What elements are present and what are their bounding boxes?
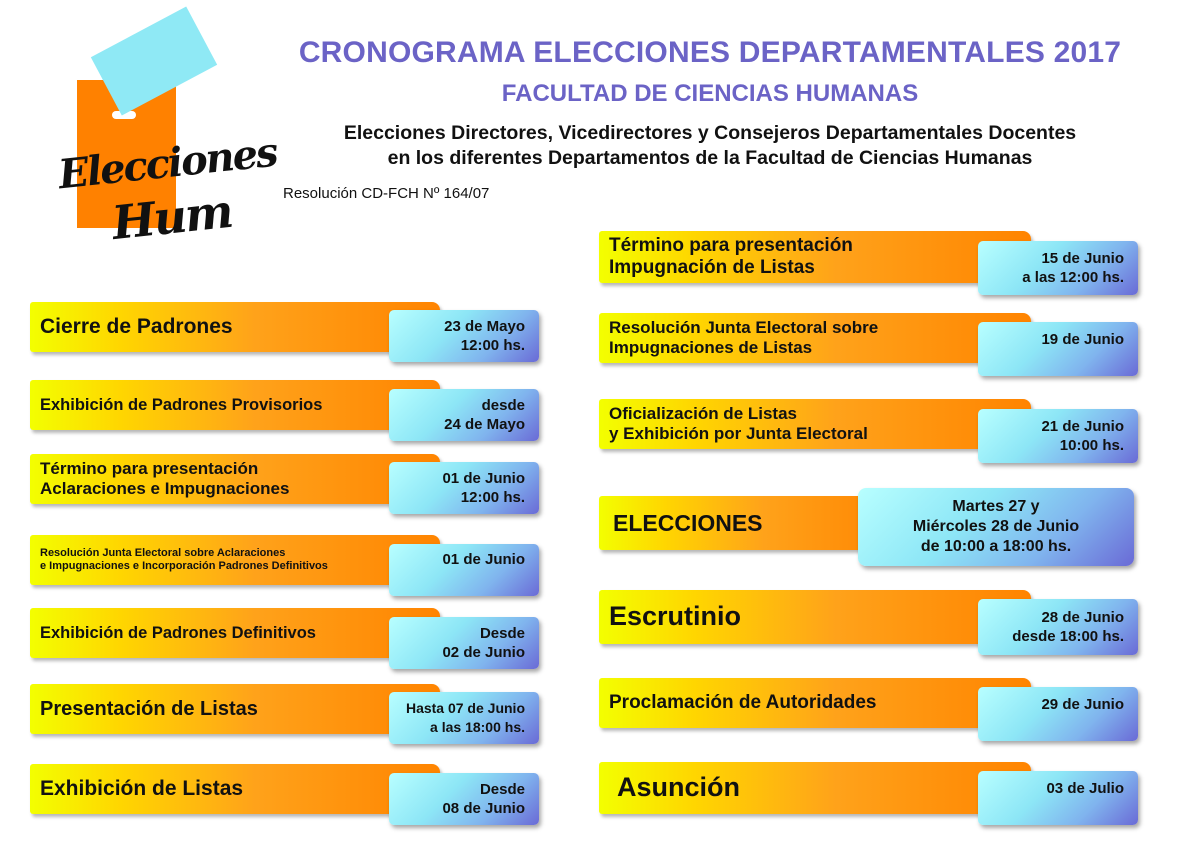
event-date: Martes 27 y Miércoles 28 de Junio de 10:00 a 18:00 hs.: [858, 488, 1134, 566]
event-bar: [599, 496, 899, 550]
description-line-2: en los diferentes Departamentos de la Facultad de Ciencias Humanas: [387, 147, 1033, 169]
logo-text-line2: Hum: [109, 183, 235, 251]
event-bar: [599, 231, 1031, 283]
logo-text-line1: Elecciones: [56, 128, 279, 199]
event-bar: [30, 535, 440, 585]
event-bar: [599, 590, 1031, 644]
event-label: Escrutinio: [609, 601, 742, 632]
event-bar: [599, 762, 1031, 814]
event-label: Exhibición de Padrones Provisorios: [40, 395, 323, 414]
event-label: Oficialización de Listas y Exhibición por Junta Electoral: [609, 404, 868, 443]
event-date: 01 de Junio: [389, 544, 539, 596]
event-bar: [599, 399, 1031, 449]
description-line-1: Elecciones Directores, Vicedirectores y Consejeros Departamentales Docentes: [343, 122, 1077, 144]
resolution-note: Resolución CD-FCH Nº 164/07: [283, 185, 490, 202]
event-date: 01 de Junio 12:00 hs.: [389, 462, 539, 514]
event-bar: [30, 764, 440, 814]
page-subtitle: FACULTAD DE CIENCIAS HUMANAS: [501, 80, 919, 107]
event-label: Resolución Junta Electoral sobre Aclaraciones e Impugnaciones e Incorporación Padrones Definitivos: [40, 547, 328, 572]
event-date: desde 24 de Mayo: [389, 389, 539, 441]
event-label: Proclamación de Autoridades: [609, 692, 877, 714]
event-bar: [599, 678, 1031, 728]
event-date: 21 de Junio 10:00 hs.: [978, 409, 1138, 463]
description: [240, 121, 1180, 171]
event-date: Desde 02 de Junio: [389, 617, 539, 669]
event-label: Exhibición de Listas: [40, 776, 244, 800]
event-date: 28 de Junio desde 18:00 hs.: [978, 599, 1138, 655]
event-date: 15 de Junio a las 12:00 hs.: [978, 241, 1138, 295]
event-bar: [30, 684, 440, 734]
event-bar: [599, 313, 1031, 363]
event-bar: [30, 608, 440, 658]
event-date: 03 de Julio: [978, 771, 1138, 825]
event-label: Cierre de Padrones: [40, 314, 233, 338]
event-date: Hasta 07 de Junio a las 18:00 hs.: [389, 692, 539, 744]
event-label: Asunción: [617, 772, 741, 803]
event-label: Término para presentación Aclaraciones e Impugnaciones: [40, 459, 290, 498]
event-label: Término para presentación Impugnación de Listas: [609, 235, 853, 278]
event-bar: [30, 454, 440, 504]
page-title: CRONOGRAMA ELECCIONES DEPARTAMENTALES 2017: [298, 36, 1122, 69]
event-date: 23 de Mayo 12:00 hs.: [389, 310, 539, 362]
event-date: 29 de Junio: [978, 687, 1138, 741]
event-bar: [30, 380, 440, 430]
event-date: Desde 08 de Junio: [389, 773, 539, 825]
event-label: ELECCIONES: [613, 509, 763, 536]
event-date: 19 de Junio: [978, 322, 1138, 376]
event-bar: [30, 302, 440, 352]
event-label: Presentación de Listas: [40, 697, 258, 720]
event-label: Exhibición de Padrones Definitivos: [40, 623, 316, 642]
event-label: Resolución Junta Electoral sobre Impugnaciones de Listas: [609, 318, 879, 357]
